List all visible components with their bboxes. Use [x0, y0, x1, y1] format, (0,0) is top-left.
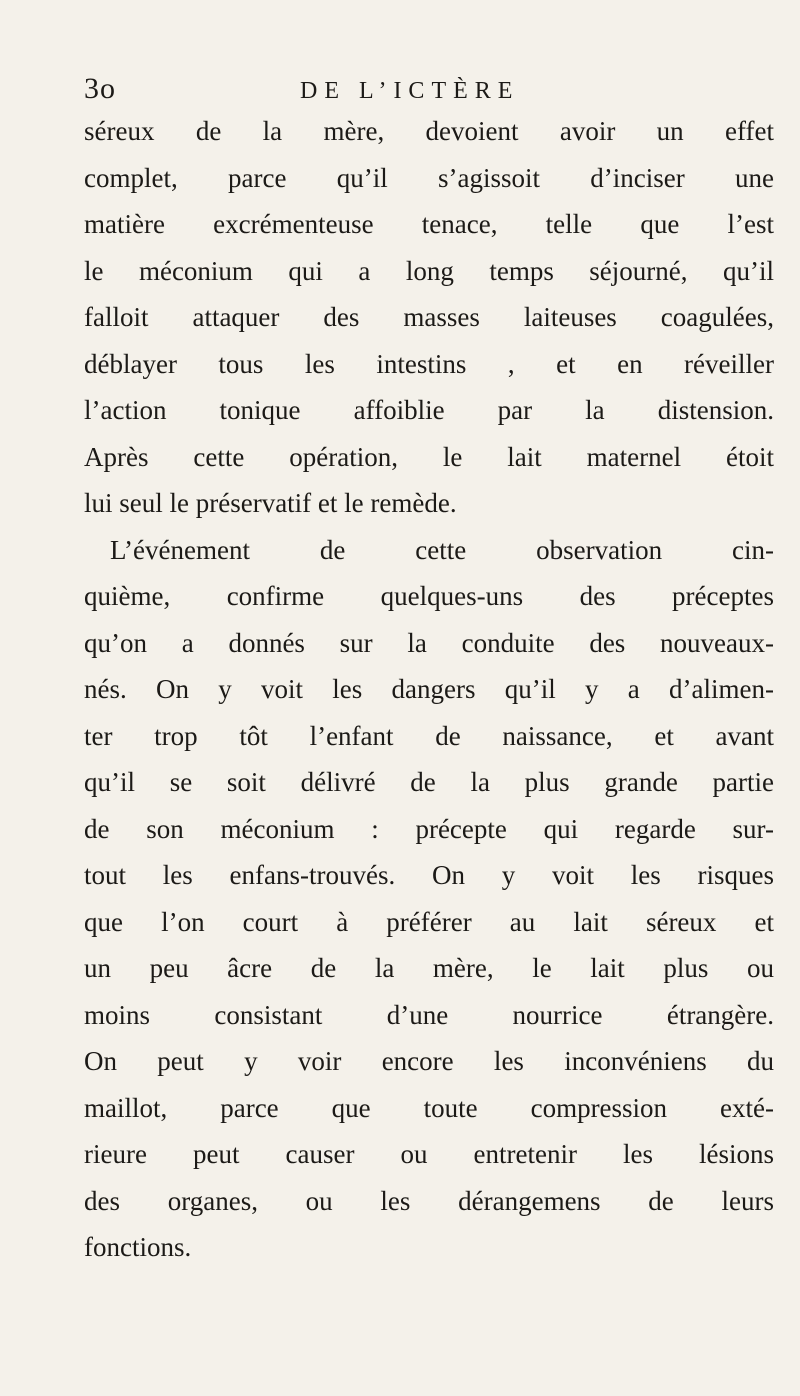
text-line: matière excrémenteuse tenace, telle que l’est: [84, 209, 774, 239]
running-title: DE L’ICTÈRE: [300, 78, 520, 104]
text-line: quième, confirme quelques-uns des préceptes: [84, 581, 774, 611]
page-number: 3o: [84, 72, 116, 105]
text-line: lui seul le préservatif et le remède.: [84, 488, 457, 518]
text-line: que l’on court à préférer au lait séreux et: [84, 906, 774, 937]
text-line: On peut y voir encore les inconvéniens du: [84, 1046, 774, 1076]
text-line: de son méconium : précepte qui regarde sur-: [84, 813, 774, 844]
text-line: qu’il se soit délivré de la plus grande partie: [84, 767, 774, 797]
text-line: des organes, ou les dérangemens de leurs: [84, 1185, 774, 1216]
text-line: le méconium qui a long temps séjourné, qu’il: [84, 255, 774, 286]
text-line: fonctions.: [84, 1232, 192, 1262]
text-line: moins consistant d’une nourrice étrangère.: [84, 999, 774, 1030]
text-line: rieure peut causer ou entretenir les lésions: [84, 1139, 774, 1169]
text-line: complet, parce qu’il s’agissoit d’inciser une: [84, 162, 774, 193]
text-line: maillot, parce que toute compression exté-: [84, 1092, 774, 1123]
text-line: nés. On y voit les dangers qu’il y a d’alimen-: [84, 674, 774, 704]
text-line: tout les enfans-trouvés. On y voit les risques: [84, 860, 774, 890]
body-text: [84, 108, 774, 1271]
text-line: falloit attaquer des masses laiteuses coagulées,: [84, 302, 774, 332]
text-line: séreux de la mère, devoient avoir un effet: [84, 116, 774, 146]
text-line: ter trop tôt l’enfant de naissance, et avant: [84, 720, 774, 751]
text-line: un peu âcre de la mère, le lait plus ou: [84, 953, 774, 983]
text-line: déblayer tous les intestins , et en réveiller: [84, 348, 774, 379]
text-line: l’action tonique affoiblie par la distension.: [84, 395, 774, 425]
page-header: [84, 72, 704, 112]
text-line: qu’on a donnés sur la conduite des nouveaux-: [84, 627, 774, 658]
text-line: Après cette opération, le lait maternel étoit: [84, 441, 774, 472]
paragraph-start-line: L’événement de cette observation cin-: [110, 534, 774, 565]
